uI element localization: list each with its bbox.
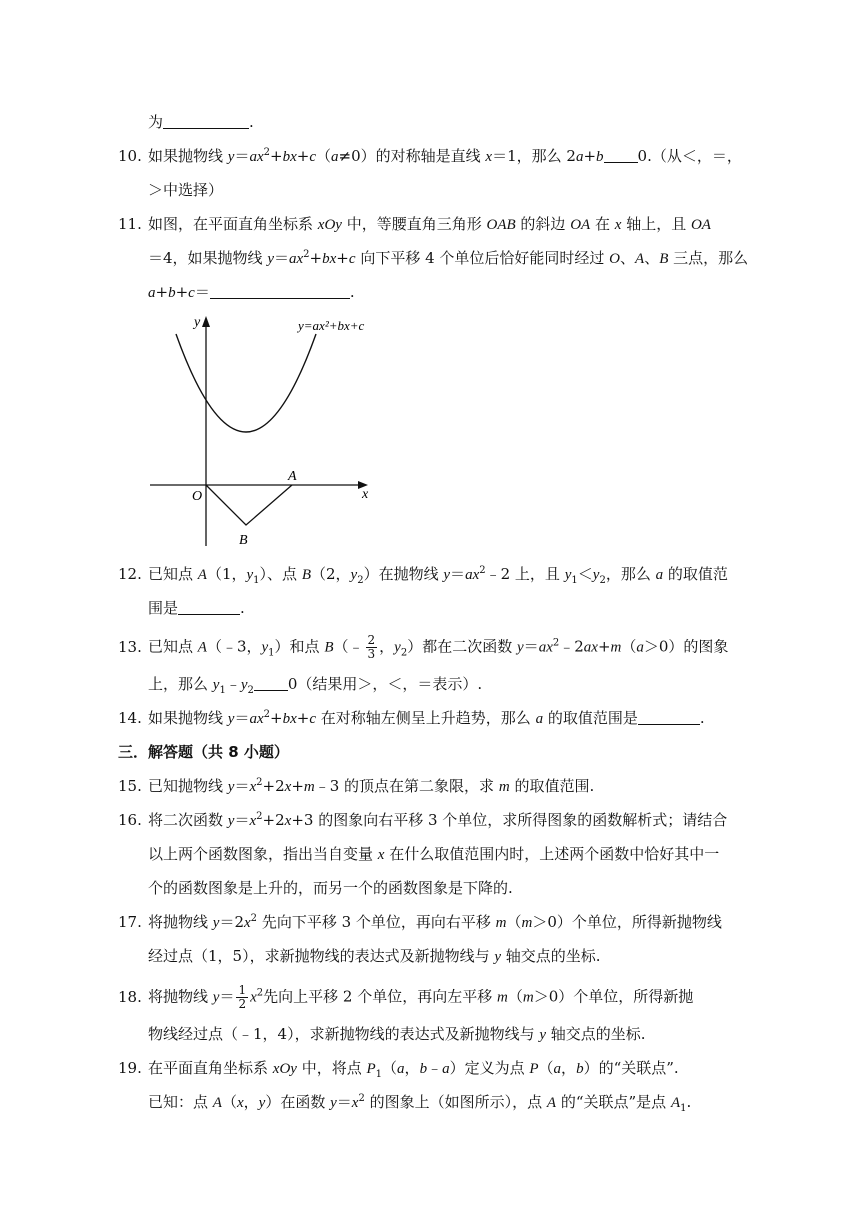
question-16-line3: 个的函数图象是上升的，而另一个的函数图象是下降的. (148, 879, 513, 897)
question-12: 12. 已知点 A（1，$y_1$）、点 B（2，$y_2$）在抛物线 $y=ax^2﹣2$ 上，且 $y_1<y_2$，那么 a 的取值范 (118, 565, 728, 586)
origin-label: O (192, 489, 203, 504)
parabola-curve (176, 334, 316, 432)
x-axis-label: x (362, 487, 369, 502)
parabola-figure (140, 310, 390, 550)
answer-blank (604, 148, 638, 163)
point-b-label: B (239, 533, 248, 548)
y-axis-label: y (194, 315, 201, 330)
question-19: 19. 在平面直角坐标系 xOy 中，将点 $P_1(a$，b﹣a）定义为点 P（a，b）的“关联点”. (118, 1059, 679, 1080)
question-11-line3: a+b+c＝ . (148, 283, 355, 301)
question-19-line2: 已知：点 A（x，y）在函数 $y=x^2$ 的图象上（如图所示），点 A 的“关联点”是点 $A_1$. (148, 1093, 692, 1114)
curve-label: y=ax²+bx+c (298, 318, 365, 333)
question-10: 10. 如果抛物线 $y=ax^2+bx+c(a\ne 0)$的对称轴是直线 x＝1，那么 2a+b 0.（从＜，＝， (118, 147, 742, 165)
question-11-line2: ＝4，如果抛物线 $y=ax^2+bx+c$ 向下平移 4 个单位后恰好能同时经过 O、A、B 三点，那么 (148, 249, 749, 267)
question-17-line2: 经过点（1，5），求新抛物线的表达式及新抛物线与 y 轴交点的坐标. (148, 947, 601, 965)
triangle-oab (206, 485, 292, 525)
question-14: 14. 如果抛物线 $y=ax^2+bx+c$ 在对称轴左侧呈上升趋势，那么 a 的取值范围是 . (118, 709, 705, 727)
question-13: 13. 已知点 A（﹣3，$y_1$）和点 B（﹣ $\frac{2}{3}$ ，$y_2$）都在二次函数 $y=ax^2﹣2ax+m(a>0)$的图象 (118, 633, 729, 661)
question-16-line2: 以上两个函数图象，指出当自变量 x 在什么取值范围内时，上述两个函数中恰好其中一 (148, 845, 720, 863)
question-10-line2: ＞中选择） (148, 181, 224, 199)
fraction-one-half: $\frac{1}{2}$ (238, 983, 247, 1011)
section-heading: 三．解答题（共 8 小题） (118, 743, 289, 761)
question-11: 11. 如图，在平面直角坐标系 xOy 中，等腰直角三角形 OAB 的斜边 OA 在 x 轴上，且 OA (118, 215, 711, 233)
question-13-line2: 上，那么 $y_1﹣y_2$ 0（结果用＞，＜，＝表示）. (148, 675, 483, 696)
y-axis-arrow (202, 316, 210, 327)
question-16: 16. 将二次函数 $y=x^2+2x+3$ 的图象向右平移 3 个单位，求所得图象的函数解析式；请结合 (118, 811, 728, 829)
answer-blank (638, 710, 700, 725)
answer-blank (163, 114, 249, 129)
question-12-line2: 围是 . (148, 599, 245, 617)
question-18: 18. 将抛物线 y＝ $\frac{1}{2}$ $x^2$先向上平移 2 个单位，再向左平移 m（m＞0）个单位，所得新抛 (118, 983, 694, 1011)
point-a-label: A (288, 469, 297, 484)
fraction-two-thirds: $\frac{2}{3}$ (367, 633, 376, 661)
question-15: 15. 已知抛物线 $y=x^2+2x+m﹣3$ 的顶点在第二象限，求 m 的取值范围. (118, 777, 595, 795)
answer-blank (178, 600, 240, 615)
question-17: 17. 将抛物线 $y=2x^2$ 先向下平移 3 个单位，再向右平移 m（m＞0）个单位，所得新抛物线 (118, 913, 722, 931)
answer-blank (210, 284, 350, 299)
answer-blank (254, 676, 288, 691)
q9-tail: 为 . (148, 113, 254, 131)
question-18-line2: 物线经过点（﹣1，4），求新抛物线的表达式及新抛物线与 y 轴交点的坐标. (148, 1025, 646, 1043)
